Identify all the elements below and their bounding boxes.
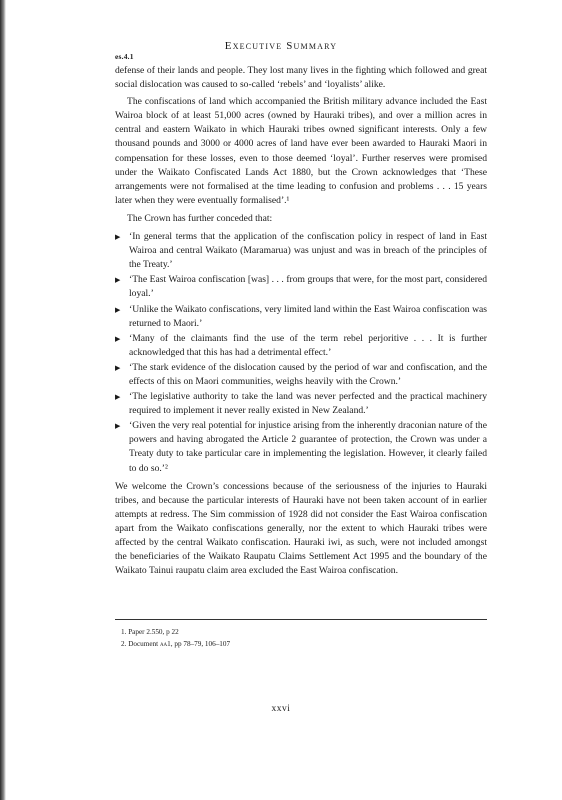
triangle-bullet-icon: ▶ [115,276,121,285]
footnote-divider [115,619,487,620]
running-header-title: Executive Summary [224,40,338,52]
paragraph-welcome-concessions: We welcome the Crown’s concessions because of the seriousness of the injuries to Hauraki tribes, and because the particular interests of Hauraki have not been taken account of in earlier attempts at redress. The Sim commission of 1928 did not consider the East Wairoa confiscation apart from the Waikato confiscations generally, nor the extent to which Hauraki tribes were affected by the central Waikato confiscation. Hauraki iwi, as such, were not included amongst the beneficiaries of the Waikato Raupatu Claims Settlement Act 1995 and the boundary of the Waikato Tainui raupatu claim area excluded the East Wairoa confiscation. [115,480,487,577]
footnote-document-ref: aa1 [159,640,171,648]
body-text [115,64,487,582]
footnote-prefix: Document [128,640,160,648]
concession-text: ‘The stark evidence of the dislocation caused by the period of war and confiscation, and the effects of this on Maori communities, weighs heavily with the Crown.’ [129,361,487,387]
footnote-text: , pp 78–79, 106–107 [170,640,231,648]
concession-item [115,332,487,360]
triangle-bullet-icon: ▶ [115,422,121,431]
section-reference: es.4.1 [115,52,134,61]
concession-text: ‘Unlike the Waikato confiscations, very limited land within the East Wairoa confiscation was returned to Maori.’ [129,303,487,329]
concession-item [115,230,487,272]
paragraph-crown-conceded: The Crown has further conceded that: [127,212,273,224]
concession-item [115,361,487,389]
triangle-bullet-icon: ▶ [115,363,121,372]
concession-item [115,273,487,301]
paragraph-continuation: defense of their lands and people. They lost many lives in the fighting which followed and great social dislocation was caused to so-called ‘rebels’ and ‘loyalists’ alike. [115,65,487,91]
footnote-item [121,626,230,638]
concession-text: ‘Many of the claimants find the use of the term rebel perjoritive . . . It is further acknowledged that this has had a detrimental effect.’ [129,332,487,358]
footnotes [121,626,230,650]
concession-text: ‘The legislative authority to take the land was never perfected and the practical machinery required to implement it never really existed in New Zealand.’ [129,391,487,417]
concession-item [115,390,487,418]
triangle-bullet-icon: ▶ [115,305,121,314]
triangle-bullet-icon: ▶ [115,334,121,343]
triangle-bullet-icon: ▶ [115,393,121,402]
concession-item [115,419,487,475]
footnote-item [121,638,230,650]
paragraph-confiscations: The confiscations of land which accompanied the British military advance included the East Wairoa block of at least 51,000 acres (owned by Hauraki tribes), and over a million acres in central and eastern Waikato in which Hauraki tribes owned significant interests. Only a few thousand pounds and 3000 or 4000 acres of land have ever been awarded to Hauraki Maori in compensation for these losses, even to those deemed ‘loyal’. Further reserves were promised under the Waikato Confiscated Lands Act 1880, but the Crown acknowledges that ‘These arrangements were not formalised at the time leading to confusion and problems . . . 15 years later when they were eventually formalised’.¹ [115,96,487,206]
concession-text: ‘The East Wairoa confiscation [was] . . . from groups that were, for the most part, considered loyal.’ [129,274,487,300]
concession-text: ‘In general terms that the application of the confiscation policy in respect of land in East Wairoa and central Waikato (Maramarua) was unjust and was in breach of the principles of the Treaty.’ [129,231,487,271]
concession-item [115,303,487,331]
concessions-list [115,230,487,476]
footnote-text: Paper 2.550, p 22 [128,628,179,636]
footnote-number: 1. [121,628,127,636]
triangle-bullet-icon: ▶ [115,233,121,242]
footnote-number: 2. [121,640,127,648]
concession-text: ‘Given the very real potential for injustice arising from the inherently draconian nature of the powers and having abrogated the Article 2 guarantee of protection, the Crown was under a Treaty duty to take particular care in implementing the legislation. However, it clearly failed to do so.’² [129,420,487,474]
page-number: xxvi [271,704,291,714]
